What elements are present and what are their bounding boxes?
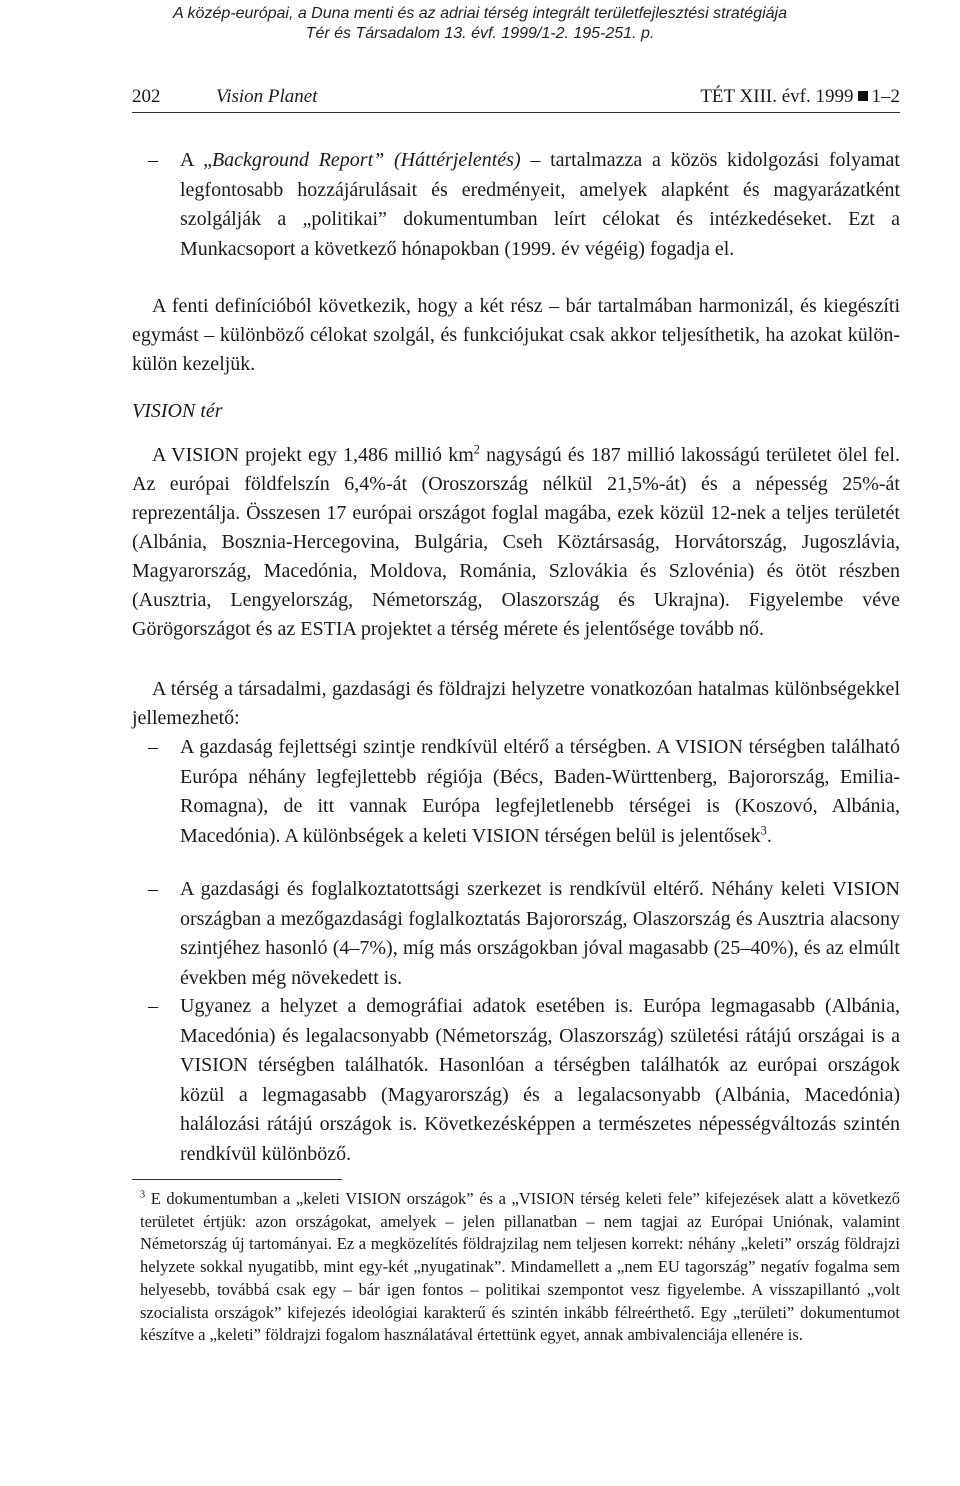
footnote — [140, 1188, 900, 1347]
list-item-1-text: A gazdaság fejlettségi szintje rendkívül eltérő a térségben. A VISION térségben található Európa néhány legfejlettebb régiója (Bécs, Baden-Württenberg, Bajorország, Emilia-Romagna), de itt vannak Európa legfejletlenebb térségei is (Koszovó, Albánia, Macedónia). A különbségek a keleti VISION térségen belül is jelentősek — [180, 736, 900, 847]
footnote-divider — [132, 1179, 342, 1180]
paragraph-definition: A fenti definícióból következik, hogy a két rész – bár tartalmában harmonizál, és kiegészíti egymást – különböző célokat szolgál, és funkciójukat csak akkor teljesíthetik, ha azokat külön-külön kezeljük. — [132, 295, 900, 375]
footnote-text: E dokumentumban a „keleti VISION országok” és a „VISION térség keleti fele” kifejezések alatt a következő területet értjük: azon országokat, amelyek – jelen pillanatban – nem tagjai az Európai Uniónak, valamint Németország új tartományai. Ez a megközelítés földrajzilag nem teljesen korrekt: néhány „keleti” ország földrajzi helyzete sokkal nyugatibb, mint egy-két „nyugatinak”. Mindamellett a „nem EU tagország” negatív fogalma sem helyesebb, továbbá csak egy – bár igen fontos – politikai szempontot vesz figyelembe. A visszapillantó „volt szocialista országok” kifejezés ideológiai karakterű és szintén inkább félreérthető. Egy „területi” dokumentumot készítve a „keleti” földrajzi fogalom használatával értettünk egyet, annak ambivalenciája ellenére is. — [140, 1189, 900, 1345]
journal-title: Vision Planet — [216, 86, 318, 107]
list-item-2-text: A gazdasági és foglalkoztatottsági szerkezet is rendkívül eltérő. Néhány keleti VISION országban a mezőgazdasági foglalkoztatás Bajorország, Olaszország és Ausztria alacsony szintjéhez hasonló (4–7%), míg más országokban jóval magasabb (25–40%), és az elmúlt években még növekedett is. — [180, 878, 900, 989]
source-header-title: A közép-európai, a Duna menti és az adriai térség integrált területfejlesztési stratégiája — [173, 5, 787, 22]
area-text-start: A VISION projekt egy 1,486 millió km — [152, 444, 474, 466]
running-head — [132, 86, 900, 113]
list-item-1-end: . — [766, 824, 772, 847]
area-text-rest: nagyságú és 187 millió lakosságú területet ölel fel. Az európai földfelszín 6,4%-át (Oroszország nélkül 21,5%-át) és a népesség 25%-át reprezentálja. Összesen 17 európai országot foglal magába, ezek közül 12-nek a teljes területét (Albánia, Bosznia-Hercegovina, Bulgária, Cseh Köztársaság, Horvátország, Jugoszlávia, Magyarország, Macedónia, Moldova, Románia, Szlovákia és Szlovénia) és ötöt részben (Ausztria, Lengyelország, Németország, Olaszország és Ukrajna). Figyelembe véve Görögországot és az ESTIA projektet a térség mérete és jelentősége tovább nő. — [132, 444, 900, 640]
volume-info — [700, 86, 900, 108]
list-dash: – — [148, 878, 158, 900]
list-dash: – — [148, 995, 158, 1017]
intro-text-rest: – tartalmazza a közös kidolgozási folyamat legfontosabb hozzájárulásait és eredményeit, amelyek alapként és magyarázatként szolgálják a „politikai” dokumentumban leírt célokat és intézkedéseket. Ezt a Munkacsoport a következő hónapokban (1999. év végéig) fogadja el. — [180, 149, 900, 260]
volume-suffix: 1–2 — [871, 86, 900, 107]
volume-prefix: TÉT XIII. évf. 1999 — [700, 86, 854, 107]
section-title: VISION tér — [132, 400, 223, 422]
source-header-citation: Tér és Társadalom 13. évf. 1999/1-2. 195-251. p. — [305, 25, 655, 42]
paragraph-differences: A térség a társadalmi, gazdasági és földrajzi helyzetre vonatkozóan hatalmas különbségekkel jellemezhető: — [132, 678, 900, 729]
square-bullet-icon — [858, 91, 868, 101]
footnote-ref: 3 — [760, 822, 767, 837]
list-dash: – — [148, 736, 158, 758]
intro-list-item — [148, 146, 900, 264]
source-header — [0, 4, 960, 44]
footnote-number: 3 — [140, 1189, 146, 1201]
paragraph-area — [132, 441, 900, 644]
list-item — [148, 875, 900, 993]
list-item — [148, 992, 900, 1169]
area-superscript: 2 — [473, 442, 480, 457]
list-dash: – — [148, 149, 158, 171]
list-item — [148, 733, 900, 851]
intro-text-start: A „ — [180, 149, 212, 171]
list-item-3-text: Ugyanez a helyzet a demográfiai adatok esetében is. Európa legmagasabb (Albánia, Macedónia) és legalacsonyabb (Németország, Olaszország) születési rátájú országai is a VISION térségben találhatók. Hasonlóan a térségben találhatók az európai országok közül a legmagasabb (Magyarország) és a legalacsonyabb (Albánia, Macedónia) halálozási rátájú országok is. Következésképpen a természetes népességváltozás szintén rendkívül különböző. — [180, 995, 900, 1165]
page-number: 202 — [132, 86, 161, 107]
intro-italic-title: Background Report” (Háttérjelentés) — [211, 149, 521, 171]
